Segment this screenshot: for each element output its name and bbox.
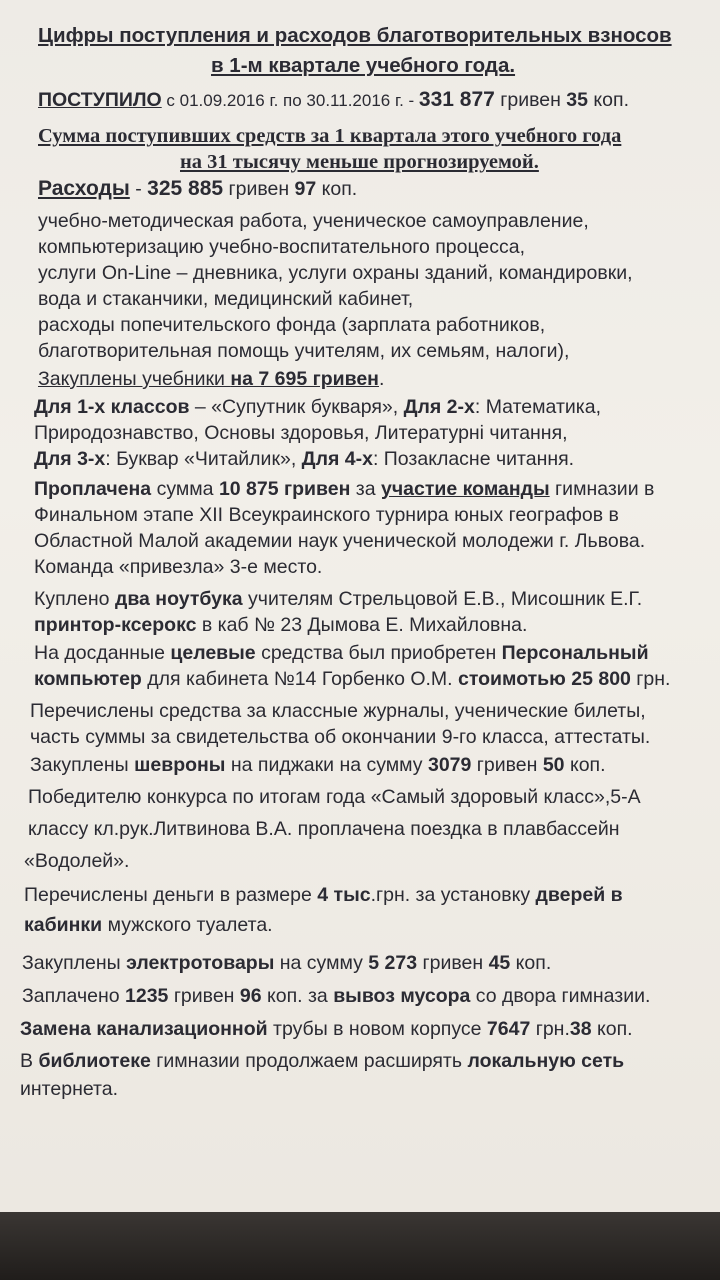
electro-line — [22, 951, 551, 975]
table-edge-shadow — [0, 1212, 720, 1280]
tournament-team: участие команды — [381, 478, 550, 500]
contest-line-1: Победителю конкурса по итогам года «Самый здоровый класс»,5-А — [28, 786, 641, 808]
garbage-t1: Заплачено — [22, 985, 126, 1007]
chevrons-kop: 50 — [542, 754, 565, 776]
garbage-t2: гривен — [168, 985, 240, 1007]
tournament-line-3: Областной Малой академии наук ученической молодежи г. Львова. — [34, 530, 646, 552]
garbage-line — [22, 984, 650, 1008]
pc-t3: для кабинета №14 Горбенко О.М. — [141, 668, 458, 690]
expenses-line — [38, 177, 357, 201]
tournament-line-2: Финальном этапе XII Всеукраинского турнира юных географов в — [34, 504, 619, 526]
income-amount: 331 877 — [418, 88, 495, 111]
chevrons-amount: 3079 — [427, 754, 472, 776]
library-b2: локальную сеть — [467, 1050, 625, 1072]
expense-item-3: услуги On-Line – дневника, услуги охраны зданий, командировки, — [38, 262, 633, 284]
chevrons-t3: гривен — [471, 754, 543, 776]
library-t1: В — [20, 1050, 39, 1072]
laptops-t2: учителям Стрельцовой Е.В., Мисошник Е.Г. — [242, 588, 643, 610]
chevrons-b1: шевроны — [134, 754, 226, 776]
laptops-line-1 — [34, 587, 642, 611]
garbage-amount: 1235 — [125, 985, 169, 1007]
pc-line-1 — [34, 641, 649, 665]
sewer-b1: Замена канализационной — [20, 1018, 268, 1040]
sewer-line — [20, 1017, 633, 1041]
chevrons-line — [30, 753, 606, 777]
pc-b1: целевые — [170, 642, 256, 664]
shortfall-line-1: Сумма поступивших средств за 1 квартала этого учебного года — [38, 125, 622, 147]
doors-b2: дверей в — [535, 884, 623, 906]
grade-3-text: : Буквар «Читайлик», — [105, 448, 302, 470]
laptops-t1: Куплено — [34, 588, 115, 610]
doors-t3: мужского туалета. — [102, 914, 273, 936]
laptops-line-2 — [34, 613, 527, 637]
title-line-2: в 1-м квартале учебного года. — [211, 54, 516, 77]
contest-line-2: классу кл.рук.Литвинова В.А. проплачена поездка в плавбассейн — [28, 818, 620, 840]
tournament-t3: гимназии в — [549, 478, 655, 500]
electro-t3: гривен — [417, 952, 489, 974]
doors-line-1 — [24, 883, 623, 907]
chevrons-t2: на пиджаки на сумму — [225, 754, 428, 776]
garbage-t3: коп. за — [261, 985, 334, 1007]
library-t2: гимназии продолжаем расширять — [150, 1050, 468, 1072]
journals-line-1: Перечислены средства за классные журналы, ученические билеты, — [30, 700, 646, 722]
expenses-amount: 325 885 — [147, 177, 224, 200]
expense-item-2: компьютеризацию учебно-воспитательного процесса, — [38, 236, 526, 258]
pc-t1: На досданные — [34, 642, 171, 664]
books-line — [38, 367, 384, 391]
income-kop: 35 — [566, 89, 588, 111]
expenses-label: Расходы — [38, 177, 130, 200]
expenses-currency: гривен — [223, 178, 295, 200]
tournament-line-1 — [34, 477, 654, 501]
tournament-amount: 10 875 гривен — [218, 478, 351, 500]
books-grade-1-2 — [34, 395, 601, 419]
garbage-kop: 96 — [239, 985, 262, 1007]
grade-2-text: : Математика, — [474, 396, 601, 418]
expense-item-1: учебно-методическая работа, ученическое самоуправление, — [38, 210, 589, 232]
grade-1-text: – «Супутник букваря», — [189, 396, 404, 418]
garbage-t4: со двора гимназии. — [470, 985, 651, 1007]
tournament-t1: сумма — [151, 478, 219, 500]
expenses-dash: - — [129, 178, 148, 200]
sewer-t3: коп. — [591, 1018, 633, 1040]
laptops-b1: два ноутбука — [114, 588, 243, 610]
sewer-kop: 38 — [569, 1018, 592, 1040]
sewer-t2: грн. — [530, 1018, 570, 1040]
grade-3-label: Для 3-х — [34, 448, 106, 470]
books-amount: на 7 695 гривен — [230, 368, 379, 390]
expense-item-4: вода и стаканчики, медицинский кабинет, — [38, 288, 414, 310]
income-kop-label: коп. — [588, 89, 629, 111]
tournament-b1: Проплачена — [34, 478, 152, 500]
library-line-1 — [20, 1049, 624, 1073]
library-b1: библиотеке — [38, 1050, 151, 1072]
doors-b3: кабинки — [24, 914, 103, 936]
laptops-printer: принтор-ксерокс — [34, 614, 197, 636]
pc-b3: компьютер — [34, 668, 142, 690]
grade-1-label: Для 1-х классов — [34, 396, 190, 418]
chevrons-t1: Закуплены — [30, 754, 135, 776]
library-line-2: интернета. — [20, 1078, 119, 1100]
electro-amount: 5 273 — [368, 952, 418, 974]
doors-t2: .грн. за установку — [370, 884, 536, 906]
electro-t1: Закуплены — [22, 952, 127, 974]
doors-line-2 — [24, 913, 273, 937]
grade-4-text: : Позакласне читання. — [372, 448, 575, 470]
income-currency: гривен — [494, 89, 567, 111]
pc-t4: грн. — [630, 668, 671, 690]
chevrons-t4: коп. — [564, 754, 606, 776]
tournament-t2: за — [350, 478, 381, 500]
shortfall-line-2: на 31 тысячу меньше прогнозируемой. — [180, 151, 539, 173]
expense-item-6: благотворительная помощь учителям, их семьям, налоги), — [38, 340, 570, 362]
grade-2-label: Для 2-х — [403, 396, 475, 418]
pc-t2: средства был приобретен — [255, 642, 502, 664]
pc-line-2 — [34, 667, 670, 691]
income-period: с 01.09.2016 г. по 30.11.2016 г. - — [161, 91, 419, 110]
sewer-t1: трубы в новом корпусе — [267, 1018, 487, 1040]
grade-4-label: Для 4-х — [301, 448, 373, 470]
books-grade-3-4 — [34, 447, 574, 471]
contest-line-3: «Водолей». — [24, 850, 130, 872]
garbage-b3: вывоз мусора — [333, 985, 471, 1007]
expenses-kop: 97 — [294, 178, 317, 200]
electro-kop: 45 — [488, 952, 511, 974]
laptops-t3: в каб № 23 Дымова Е. Михайловна. — [196, 614, 528, 636]
journals-line-2: часть суммы за свидетельства об окончании 9-го класса, аттестаты. — [30, 726, 651, 748]
pc-cost: стоимотью 25 800 — [458, 668, 631, 690]
tournament-line-4: Команда «привезла» 3-е место. — [34, 556, 323, 578]
electro-t2: на сумму — [274, 952, 369, 974]
books-post: . — [378, 368, 385, 390]
books-pre: Закуплены учебники — [38, 368, 231, 390]
income-label: ПОСТУПИЛО — [38, 89, 162, 111]
electro-t4: коп. — [510, 952, 552, 974]
expenses-kop-label: коп. — [316, 178, 358, 200]
doors-t1: Перечислены деньги в размере — [24, 884, 318, 906]
books-grade-2-subjects: Природознавство, Основы здоровья, Литературні читання, — [34, 422, 568, 444]
electro-b1: электротовары — [126, 952, 275, 974]
pc-b2: Персональный — [501, 642, 649, 664]
expense-item-5: расходы попечительского фонда (зарплата работников, — [38, 314, 546, 336]
title-line-1: Цифры поступления и расходов благотворительных взносов — [38, 24, 672, 47]
sewer-amount: 7647 — [486, 1018, 531, 1040]
income-line — [38, 88, 629, 113]
doors-amount: 4 тыс — [317, 884, 371, 906]
